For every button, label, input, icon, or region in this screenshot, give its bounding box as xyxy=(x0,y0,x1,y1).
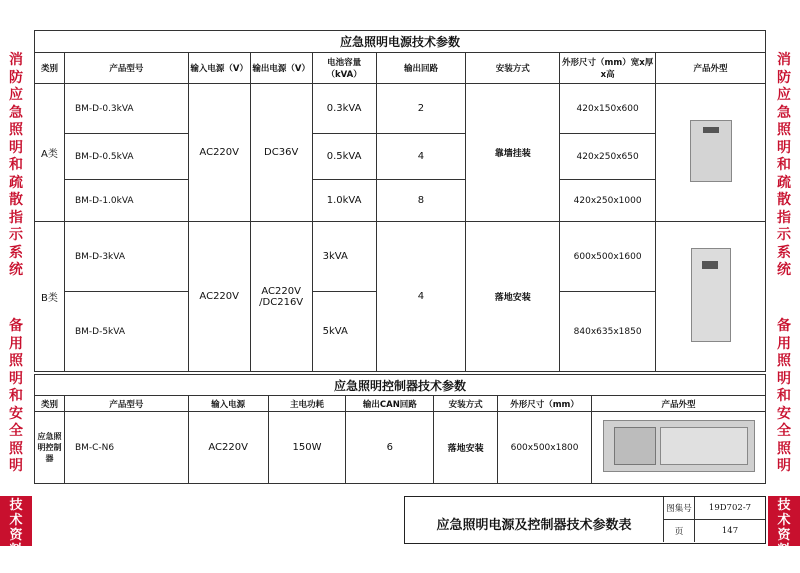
hdr2-size: 外形尺寸（mm） xyxy=(498,396,592,412)
left-evacuation-char: 防 xyxy=(9,69,23,86)
controller-appearance xyxy=(592,412,766,484)
hdr-category: 类别 xyxy=(35,53,65,84)
left-evacuation-char: 疏 xyxy=(9,174,23,191)
page-label: 页 xyxy=(664,520,695,542)
left-evacuation-char: 示 xyxy=(9,227,23,243)
right-evacuation-char: 照 xyxy=(777,122,791,138)
right-standby-char: 照 xyxy=(777,440,791,457)
group-b-input: AC220V xyxy=(188,222,250,372)
model-cell: BM-D-5kVA xyxy=(64,292,188,372)
capacity-cell: 3kVA xyxy=(312,222,376,292)
controller-can: 6 xyxy=(346,412,434,484)
right-standby-char: 照 xyxy=(777,353,791,369)
atlas-number: 19D702-7 xyxy=(695,497,765,520)
left-standby-char: 照 xyxy=(9,440,23,457)
hdr2-appearance: 产品外型 xyxy=(592,396,766,412)
circuits-cell: 8 xyxy=(376,180,466,222)
right-evacuation-char: 示 xyxy=(777,227,791,243)
title-block xyxy=(404,496,766,544)
model-cell: BM-D-0.5kVA xyxy=(64,134,188,180)
right-sidebar xyxy=(768,30,800,558)
left-standby-char: 全 xyxy=(9,423,23,439)
group-b-output: AC220V /DC216V xyxy=(250,222,312,372)
controller-spec-table xyxy=(34,374,766,484)
left-sidebar xyxy=(0,30,32,558)
controller-cabinet-image xyxy=(603,420,755,472)
right-evacuation-char: 急 xyxy=(777,104,791,121)
right-standby-char: 备 xyxy=(777,318,791,334)
left-tech-char: 料 xyxy=(9,543,23,558)
left-evacuation-char: 散 xyxy=(9,192,23,208)
controller-model: BM-C-N6 xyxy=(64,412,188,484)
right-evacuation-char: 系 xyxy=(777,244,791,261)
group-b-install: 落地安装 xyxy=(466,222,560,372)
right-tech-char: 料 xyxy=(777,543,791,558)
left-standby-char: 照 xyxy=(9,353,23,369)
left-evacuation-char: 明 xyxy=(9,139,23,156)
size-cell: 600x500x1600 xyxy=(560,222,656,292)
hdr2-input: 输入电源 xyxy=(188,396,268,412)
size-cell: 840x635x1850 xyxy=(560,292,656,372)
hdr-input: 输入电源（V） xyxy=(188,53,250,84)
left-evacuation-char: 和 xyxy=(9,157,23,173)
capacity-cell: 1.0kVA xyxy=(312,180,376,222)
hdr-circuits: 输出回路 xyxy=(376,53,466,84)
group-a-install: 靠墙挂装 xyxy=(466,84,560,222)
controller-table-title: 应急照明控制器技术参数 xyxy=(35,375,766,396)
group-b-circuits: 4 xyxy=(376,222,466,372)
right-evacuation-char: 指 xyxy=(777,209,791,226)
left-section-tech xyxy=(0,496,32,558)
left-section-evacuation xyxy=(0,52,32,312)
right-evacuation-char: 和 xyxy=(777,157,791,173)
right-evacuation-char: 消 xyxy=(777,52,791,68)
hdr-install: 安装方式 xyxy=(466,53,560,84)
controller-category: 应急照明控制器 xyxy=(35,412,65,484)
right-standby-char: 用 xyxy=(777,335,791,352)
right-tech-char: 资 xyxy=(777,528,791,543)
size-cell: 420x150x600 xyxy=(560,84,656,134)
capacity-cell: 0.3kVA xyxy=(312,84,376,134)
left-tech-char: 技 xyxy=(9,498,23,513)
left-evacuation-char: 应 xyxy=(9,87,23,103)
left-evacuation-char: 急 xyxy=(9,104,23,121)
right-tech-char: 技 xyxy=(777,498,791,513)
hdr-appearance: 产品外型 xyxy=(656,53,766,84)
title-block-grid xyxy=(663,497,765,542)
controller-size: 600x500x1800 xyxy=(498,412,592,484)
power-spec-table xyxy=(34,30,766,372)
left-standby-char: 备 xyxy=(9,318,23,334)
controller-power: 150W xyxy=(268,412,346,484)
capacity-cell: 0.5kVA xyxy=(312,134,376,180)
right-evacuation-char: 疏 xyxy=(777,174,791,191)
size-cell: 420x250x650 xyxy=(560,134,656,180)
left-standby-char: 和 xyxy=(9,388,23,404)
wall-cabinet-image xyxy=(690,120,732,182)
right-tech-char: 术 xyxy=(777,513,791,528)
right-standby-char: 明 xyxy=(777,458,791,474)
power-table-title: 应急照明电源技术参数 xyxy=(35,31,766,53)
group-a-appearance xyxy=(656,84,766,222)
right-standby-char: 安 xyxy=(777,405,791,422)
floor-cabinet-image xyxy=(691,248,731,342)
hdr-output: 输出电源（V） xyxy=(250,53,312,84)
circuits-cell: 4 xyxy=(376,134,466,180)
left-evacuation-char: 统 xyxy=(9,262,23,278)
right-section-standby xyxy=(768,318,800,494)
model-cell: BM-D-1.0kVA xyxy=(64,180,188,222)
right-standby-char: 全 xyxy=(777,423,791,439)
group-a-output: DC36V xyxy=(250,84,312,222)
left-standby-char: 明 xyxy=(9,458,23,474)
left-standby-char: 用 xyxy=(9,335,23,352)
left-evacuation-char: 消 xyxy=(9,52,23,68)
hdr2-model: 产品型号 xyxy=(64,396,188,412)
group-a-input: AC220V xyxy=(188,84,250,222)
left-evacuation-char: 指 xyxy=(9,209,23,226)
left-tech-char: 术 xyxy=(9,513,23,528)
hdr2-install: 安装方式 xyxy=(434,396,498,412)
group-b-appearance xyxy=(656,222,766,372)
hdr2-category: 类别 xyxy=(35,396,65,412)
hdr-capacity: 电池容量（kVA） xyxy=(312,53,376,84)
left-section-standby xyxy=(0,318,32,494)
left-evacuation-char: 系 xyxy=(9,244,23,261)
drawing-title: 应急照明电源及控制器技术参数表 xyxy=(436,518,632,533)
hdr-size: 外形尺寸（mm）宽x厚x高 xyxy=(560,53,656,84)
capacity-cell: 5kVA xyxy=(312,292,376,372)
right-standby-char: 明 xyxy=(777,370,791,387)
right-section-tech xyxy=(768,496,800,558)
left-standby-char: 安 xyxy=(9,405,23,422)
left-tech-char: 资 xyxy=(9,528,23,543)
right-evacuation-char: 统 xyxy=(777,262,791,278)
atlas-label: 图集号 xyxy=(664,497,695,520)
page-number: 147 xyxy=(721,526,739,536)
size-cell: 420x250x1000 xyxy=(560,180,656,222)
hdr2-power: 主电功耗 xyxy=(268,396,346,412)
right-evacuation-char: 防 xyxy=(777,69,791,86)
right-evacuation-char: 散 xyxy=(777,192,791,208)
group-a-label: A类 xyxy=(35,84,65,222)
model-cell: BM-D-3kVA xyxy=(64,222,188,292)
right-standby-char: 和 xyxy=(777,388,791,404)
hdr2-can: 输出CAN回路 xyxy=(346,396,434,412)
right-evacuation-char: 应 xyxy=(777,87,791,103)
group-b-label: B类 xyxy=(35,222,65,372)
right-section-evacuation xyxy=(768,52,800,312)
right-evacuation-char: 明 xyxy=(777,139,791,156)
circuits-cell: 2 xyxy=(376,84,466,134)
model-cell: BM-D-0.3kVA xyxy=(64,84,188,134)
hdr-model: 产品型号 xyxy=(64,53,188,84)
controller-input: AC220V xyxy=(188,412,268,484)
left-standby-char: 明 xyxy=(9,370,23,387)
controller-install: 落地安装 xyxy=(434,412,498,484)
left-evacuation-char: 照 xyxy=(9,122,23,138)
